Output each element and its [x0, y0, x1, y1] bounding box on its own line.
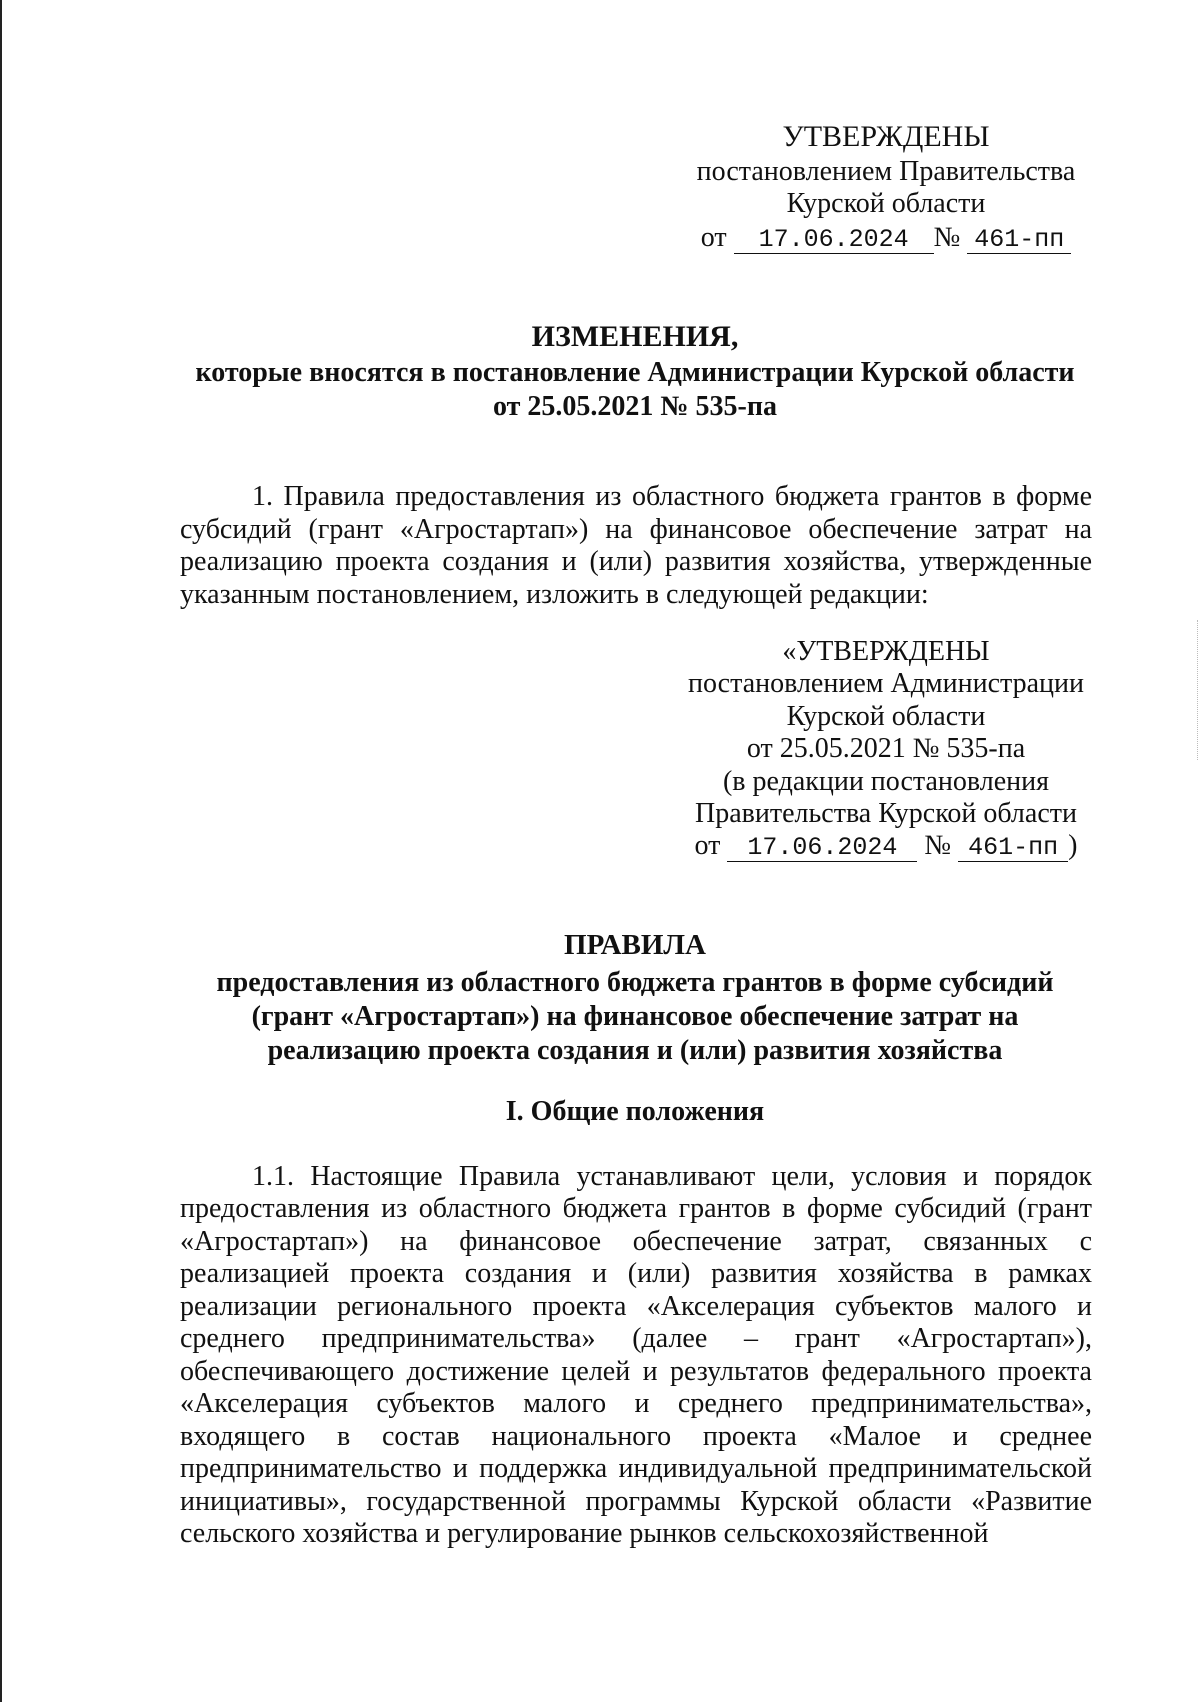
date-prefix: от	[694, 830, 721, 862]
number-prefix: №	[933, 222, 961, 253]
changes-heading	[150, 318, 1120, 424]
approval-line: Курской области	[786, 188, 986, 219]
approval-line: постановлением Администрации	[688, 668, 1084, 700]
section-title	[150, 1095, 1120, 1129]
approval-number: 461-пп	[958, 835, 1068, 862]
paragraph-2-text: 1.1. Настоящие Правила устанавливают цели, условия и порядок предоставления из областного бюджета грантов в форме субсидий (грант «Агростартап») на финансовое обеспечение затрат, связанных с реализацией проекта создания и (или) развития хозяйства в рамках реализации регионального проекта «Акселерация субъектов малого и среднего предпринимательства» (далее – грант «Агростартап»), обеспечивающего достижение целей и результатов федерального проекта «Акселерация субъектов малого и среднего предпринимательства», входящего в состав национального проекта «Малое и среднее предпринимательство и поддержка индивидуальной предпринимательской инициативы», государственной программы Курской области «Развитие сельского хозяйства и регулирование рынков сельскохозяйственной	[180, 1161, 1092, 1549]
approval-date: 17.06.2024	[727, 835, 917, 862]
paragraph-1	[180, 481, 1092, 611]
closing-paren: )	[1068, 830, 1078, 862]
approval-block-top	[686, 118, 1086, 254]
date-prefix: от	[700, 222, 727, 253]
heading-line: которые вносятся в постановление Администрации Курской области	[195, 357, 1075, 388]
approval-line: (в редакции постановления	[722, 765, 1050, 797]
approval-line: постановлением Правительства	[696, 156, 1076, 187]
heading-line: от 25.05.2021 № 535-па	[493, 391, 777, 422]
section-1-title: I. Общие положения	[505, 1096, 765, 1127]
number-prefix: №	[924, 830, 952, 862]
approval-date: 17.06.2024	[734, 227, 934, 254]
page-border	[0, 0, 2, 1702]
paragraph-2	[180, 1161, 1092, 1550]
approval-number: 461-пп	[967, 227, 1071, 254]
heading-title: ИЗМЕНЕНИЯ,	[531, 320, 739, 353]
approval-title: «УТВЕРЖДЕНЫ	[782, 636, 990, 667]
scan-artifact	[1196, 620, 1198, 760]
approval-date-line	[686, 222, 1086, 254]
rules-title: ПРАВИЛА	[564, 929, 706, 961]
approval-title: УТВЕРЖДЕНЫ	[782, 120, 990, 153]
approval-line: от 25.05.2021 № 535-па	[746, 733, 1026, 765]
rules-heading-line: предоставления из областного бюджета грантов в форме субсидий	[216, 967, 1054, 998]
approval-date-line	[686, 830, 1086, 862]
approval-block-rules	[686, 636, 1086, 863]
paragraph-1-text: 1. Правила предоставления из областного бюджета грантов в форме субсидий (грант «Агростартап») на финансовое обеспечение затрат на реализацию проекта создания и (или) развития хозяйства, утвержденные указанным постановлением, изложить в следующей редакции:	[180, 481, 1092, 610]
approval-line: Курской области	[786, 700, 986, 732]
approval-line: Правительства Курской области	[695, 798, 1077, 830]
rules-heading-line: реализацию проекта создания и (или) развития хозяйства	[267, 1035, 1003, 1066]
rules-heading-line: (грант «Агростартап») на финансовое обеспечение затрат на	[251, 1001, 1019, 1032]
rules-heading	[150, 926, 1120, 1068]
